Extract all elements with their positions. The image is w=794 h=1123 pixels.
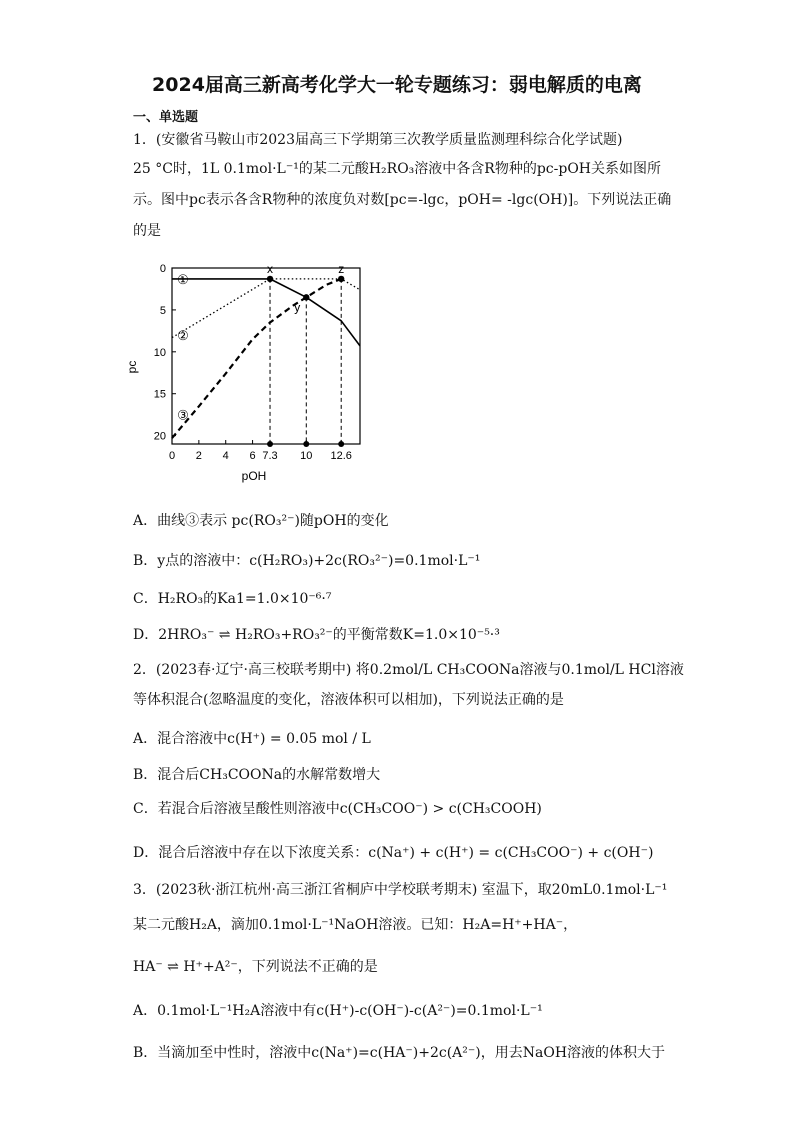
curve-label-3: ③ — [177, 407, 189, 423]
y-axis-label: pc — [125, 360, 139, 374]
point-label-y: y — [294, 300, 301, 315]
q1-option-d: D．2HRO₃⁻ ⇌ H₂RO₃+RO₃²⁻的平衡常数K=1.0×10⁻⁵·³ — [133, 627, 500, 643]
point-y — [303, 294, 309, 300]
q1-stem-line2: 示。图中pc表示各含R物种的浓度负对数[pc=-lgc，pOH= -lgc(OH)]。下列说法正确 — [133, 192, 672, 208]
section-heading: 一、单选题 — [133, 110, 199, 125]
y-tick-label: 10 — [153, 346, 166, 359]
x-tick-label: 6 — [249, 450, 256, 462]
q3-stem-line2: 某二元酸H₂A，滴加0.1mol·L⁻¹NaOH溶液。已知：H₂A=H⁺+HA⁻， — [133, 917, 578, 933]
q2-option-c: C．若混合后溶液呈酸性则溶液中c(CH₃COO⁻) > c(CH₃COOH) — [133, 801, 542, 817]
y-tick-label: 5 — [159, 304, 166, 317]
point-label-x: x — [267, 261, 274, 276]
q1-stem-line3: 的是 — [133, 223, 161, 239]
y-tick-label: 15 — [153, 388, 166, 401]
q2-stem-line1: 2．(2023春·辽宁·高三校联考期中) 将0.2mol/L CH₃COONa溶液与0.1mol/L HCl溶液 — [133, 662, 684, 678]
pc-poh-chart — [125, 261, 380, 487]
plot-frame — [172, 268, 360, 444]
x-tick-label: 0 — [168, 450, 176, 462]
series-line-1 — [172, 279, 360, 346]
q1-source: 1．(安徽省马鞍山市2023届高三下学期第三次教学质量监测理科综合化学试题) — [133, 132, 623, 148]
q3-stem-line1: 3．(2023秋·浙江杭州·高三浙江省桐庐中学校联考期末) 室温下，取20mL0.1mol·L⁻¹ — [133, 882, 668, 898]
q2-option-b: B．混合后CH₃COONa的水解常数增大 — [133, 767, 381, 783]
x-tick-label: 12.6 — [330, 450, 352, 462]
point-label-z: z — [338, 261, 345, 276]
q1-option-b: B．y点的溶液中：c(H₂RO₃)+2c(RO₃²⁻)=0.1mol·L⁻¹ — [133, 553, 481, 569]
series-line-2 — [172, 279, 360, 338]
x-tick-label: 10 — [300, 450, 313, 462]
q2-stem-line2: 等体积混合(忽略温度的变化，溶液体积可以相加)，下列说法正确的是 — [133, 692, 564, 708]
point-z — [338, 276, 344, 282]
curve-label-2: ② — [177, 328, 189, 344]
x-tick-label: 4 — [222, 450, 229, 462]
y-tick-label: 20 — [153, 430, 166, 443]
q3-option-a: A．0.1mol·L⁻¹H₂A溶液中有c(H⁺)-c(OH⁻)-c(A²⁻)=0.1mol·L⁻¹ — [133, 1003, 543, 1019]
point-x — [267, 276, 273, 282]
x-axis-label: pOH — [241, 469, 267, 483]
q1-option-c: C．H₂RO₃的Ka1=1.0×10⁻⁶·⁷ — [133, 591, 332, 607]
axis-point-z — [338, 441, 344, 447]
q2-option-d: D．混合后溶液中存在以下浓度关系：c(Na⁺) + c(H⁺) = c(CH₃COO⁻) + c(OH⁻) — [133, 845, 654, 861]
page-title: 2024届高三新高考化学大一轮专题练习：弱电解质的电离 — [152, 74, 642, 96]
q1-option-a: A．曲线③表示 pc(RO₃²⁻)随pOH的变化 — [133, 513, 389, 529]
curve-label-1: ① — [177, 271, 189, 287]
plot-area — [154, 262, 360, 462]
q3-stem-line3: HA⁻ ⇌ H⁺+A²⁻，下列说法不正确的是 — [133, 959, 378, 975]
x-tick-label: 2 — [195, 450, 202, 462]
x-tick-label: 7.3 — [262, 450, 278, 462]
axis-point-y — [303, 441, 309, 447]
y-tick-label: 0 — [159, 263, 166, 275]
axis-point-x — [267, 441, 273, 447]
q3-option-b: B．当滴加至中性时，溶液中c(Na⁺)=c(HA⁻)+2c(A²⁻)，用去NaOH溶液的体积大于 — [133, 1045, 666, 1061]
q1-stem-line1: 25 °C时，1L 0.1mol·L⁻¹的某二元酸H₂RO₃溶液中各含R物种的pc-pOH关系如图所 — [133, 161, 661, 177]
q2-option-a: A．混合溶液中c(H⁺) = 0.05 mol / L — [133, 731, 371, 747]
